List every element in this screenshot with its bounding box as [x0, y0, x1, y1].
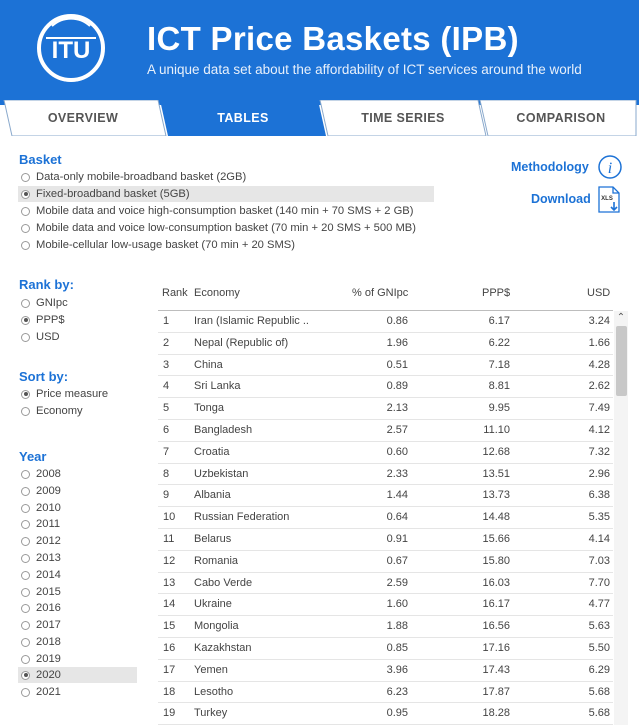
cell-usd: 2.96 [588, 467, 610, 480]
app-header [0, 0, 639, 105]
cell-usd: 2.62 [588, 380, 610, 393]
tab-comparison[interactable]: COMPARISON [516, 111, 606, 125]
cell-ppp: 13.73 [482, 489, 510, 502]
cell-gni: 0.86 [386, 315, 408, 327]
radio-icon [21, 604, 30, 613]
table-row[interactable] [158, 398, 613, 420]
cell-rank: 7 [163, 445, 170, 458]
cell-rank: 6 [163, 423, 170, 436]
cell-economy: Yemen [194, 663, 228, 676]
year-option[interactable]: 2014 [18, 567, 137, 583]
basket-option[interactable]: Data-only mobile-broadband basket (2GB) [18, 169, 434, 185]
cell-usd: 7.70 [588, 576, 610, 589]
cell-usd: 5.68 [588, 707, 610, 720]
cell-rank: 3 [163, 358, 170, 371]
cell-rank: 19 [163, 707, 176, 720]
cell-usd: 7.32 [588, 445, 610, 458]
cell-gni: 2.59 [386, 576, 408, 589]
cell-rank: 5 [163, 402, 170, 415]
cell-ppp: 14.48 [482, 511, 510, 524]
sort-option[interactable]: Economy [18, 403, 138, 419]
cell-usd: 5.35 [588, 511, 610, 524]
cell-ppp: 6.17 [488, 315, 510, 327]
page-subtitle: A unique data set about the affordability of ICT services around the world [147, 62, 582, 77]
cell-gni: 0.64 [386, 511, 408, 524]
rank-option[interactable]: GNIpc [18, 295, 138, 311]
radio-icon [21, 554, 30, 563]
cell-gni: 1.88 [386, 620, 408, 633]
radio-icon [21, 407, 30, 416]
page-title: ICT Price Baskets (IPB) [147, 20, 519, 57]
cell-usd: 6.29 [588, 663, 610, 676]
radio-icon [21, 655, 30, 664]
year-option[interactable]: 2012 [18, 533, 137, 549]
table-row[interactable] [158, 355, 613, 377]
cell-ppp: 16.17 [482, 598, 510, 611]
cell-ppp: 15.80 [482, 554, 510, 567]
radio-icon [21, 520, 30, 529]
cell-economy: Lesotho [194, 685, 234, 698]
tab-time-series[interactable]: TIME SERIES [361, 111, 445, 125]
cell-economy: Nepal (Republic of) [194, 336, 289, 349]
cell-economy: Tonga [194, 402, 224, 415]
radio-icon [21, 470, 30, 479]
cell-gni: 0.85 [386, 641, 408, 654]
rank-option[interactable]: USD [18, 329, 138, 345]
cell-gni: 0.95 [386, 707, 408, 720]
cell-usd: 5.50 [588, 641, 610, 654]
year-option[interactable]: 2018 [18, 634, 137, 650]
year-option[interactable]: 2020 [18, 667, 137, 683]
table-row[interactable] [158, 703, 613, 725]
itu-logo [32, 8, 110, 88]
radio-icon [21, 537, 30, 546]
cell-rank: 15 [163, 620, 176, 633]
year-option[interactable]: 2016 [18, 600, 137, 616]
table-row[interactable] [158, 594, 613, 616]
cell-usd: 4.28 [588, 358, 610, 371]
table-row[interactable] [158, 507, 613, 529]
cell-gni: 0.67 [386, 554, 408, 567]
cell-rank: 16 [163, 641, 176, 654]
table-row[interactable] [158, 682, 613, 704]
cell-rank: 13 [163, 576, 176, 589]
cell-economy: China [194, 358, 223, 371]
cell-economy: Russian Federation [194, 511, 290, 524]
sort-by-title: Sort by: [19, 369, 69, 384]
table-row[interactable] [158, 333, 613, 355]
cell-ppp: 18.28 [482, 707, 510, 720]
table-row[interactable] [158, 485, 613, 507]
table-row[interactable] [158, 420, 613, 442]
cell-usd: 5.63 [588, 620, 610, 633]
year-option[interactable]: 2008 [18, 466, 137, 482]
cell-gni: 0.51 [386, 358, 408, 371]
table-row[interactable] [158, 616, 613, 638]
radio-checked-icon [21, 671, 30, 680]
cell-usd: 4.14 [588, 532, 610, 545]
rank-by-title: Rank by: [19, 277, 74, 292]
basket-option[interactable]: Mobile-cellular low-usage basket (70 min + 20 SMS) [18, 237, 434, 253]
cell-ppp: 16.56 [482, 620, 510, 633]
cell-ppp: 17.16 [482, 641, 510, 654]
table-row[interactable] [158, 529, 613, 551]
radio-icon [21, 299, 30, 308]
col-header-ppp[interactable]: PPP$ [482, 287, 511, 299]
scrollbar-thumb[interactable] [616, 326, 627, 396]
xls-download-icon[interactable] [596, 185, 622, 215]
cell-economy: Turkey [194, 707, 228, 720]
cell-usd: 4.12 [588, 423, 610, 436]
cell-gni: 2.13 [386, 402, 408, 415]
svg-text:XLS: XLS [601, 196, 613, 202]
year-option[interactable]: 2019 [18, 651, 137, 667]
radio-checked-icon [21, 316, 30, 325]
cell-ppp: 8.81 [488, 380, 510, 393]
table-body [158, 311, 613, 725]
cell-gni: 0.91 [386, 532, 408, 545]
year-option[interactable]: 2013 [18, 550, 137, 566]
cell-economy: Romania [194, 554, 239, 567]
cell-rank: 14 [163, 598, 176, 611]
cell-ppp: 15.66 [482, 532, 510, 545]
cell-economy: Bangladesh [194, 423, 253, 436]
cell-rank: 18 [163, 685, 176, 698]
cell-economy: Albania [194, 489, 231, 502]
cell-economy: Mongolia [194, 620, 239, 633]
tab-overview[interactable]: OVERVIEW [47, 111, 119, 125]
cell-gni: 3.96 [386, 663, 408, 676]
cell-ppp: 7.18 [488, 358, 510, 371]
table-row[interactable] [158, 573, 613, 595]
cell-rank: 12 [163, 554, 176, 567]
radio-icon [21, 487, 30, 496]
svg-text:ITU: ITU [51, 37, 91, 64]
radio-icon [21, 224, 30, 233]
radio-checked-icon [21, 190, 30, 199]
cell-usd: 7.03 [588, 554, 610, 567]
table-row[interactable] [158, 660, 613, 682]
scroll-up-icon[interactable]: ⌃ [616, 312, 626, 323]
info-icon[interactable] [597, 154, 623, 180]
year-option[interactable]: 2010 [18, 500, 137, 516]
rank-option[interactable]: PPP$ [18, 312, 138, 328]
svg-text:i: i [607, 160, 613, 177]
year-title: Year [19, 449, 47, 464]
radio-icon [21, 621, 30, 630]
basket-title: Basket [19, 152, 62, 167]
col-header-rank[interactable]: Rank [162, 287, 188, 299]
cell-ppp: 17.43 [482, 663, 510, 676]
cell-usd: 7.49 [588, 402, 610, 415]
cell-economy: Croatia [194, 445, 230, 458]
cell-economy: Ukraine [194, 598, 232, 611]
radio-icon [21, 504, 30, 513]
radio-icon [21, 173, 30, 182]
cell-economy: Sri Lanka [194, 380, 241, 393]
cell-ppp: 12.68 [482, 445, 510, 458]
cell-gni: 2.57 [386, 423, 408, 436]
cell-gni: 6.23 [386, 685, 408, 698]
radio-icon [21, 588, 30, 597]
radio-icon [21, 688, 30, 697]
radio-icon [21, 571, 30, 580]
cell-rank: 8 [163, 467, 170, 480]
cell-usd: 5.68 [588, 685, 610, 698]
radio-checked-icon [21, 390, 30, 399]
col-header-economy[interactable]: Economy [194, 287, 240, 299]
cell-rank: 17 [163, 663, 176, 676]
table-row[interactable] [158, 464, 613, 486]
cell-gni: 1.60 [386, 598, 408, 611]
table-row[interactable] [158, 311, 613, 333]
cell-rank: 10 [163, 511, 176, 524]
year-option[interactable]: 2011 [18, 516, 137, 532]
cell-rank: 9 [163, 489, 170, 502]
basket-option[interactable]: Mobile data and voice high-consumption basket (140 min + 70 SMS + 2 GB) [18, 203, 434, 219]
cell-ppp: 13.51 [482, 467, 510, 480]
methodology-link[interactable]: Methodology [511, 160, 589, 174]
cell-gni: 1.44 [386, 489, 408, 502]
table-row[interactable] [158, 376, 613, 398]
cell-economy: Uzbekistan [194, 467, 249, 480]
radio-icon [21, 333, 30, 342]
col-header-usd[interactable]: USD [587, 287, 611, 299]
year-option[interactable]: 2021 [18, 684, 137, 700]
table-row[interactable] [158, 442, 613, 464]
radio-icon [21, 638, 30, 647]
download-link[interactable]: Download [531, 192, 591, 206]
cell-gni: 2.33 [386, 467, 408, 480]
cell-ppp: 11.10 [483, 423, 510, 436]
tab-tables[interactable]: TABLES [217, 111, 269, 125]
cell-economy: Kazakhstan [194, 641, 252, 654]
basket-option[interactable]: Mobile data and voice low-consumption basket (70 min + 20 SMS + 500 MB) [18, 220, 434, 236]
cell-gni: 0.60 [386, 445, 408, 458]
table-row[interactable] [158, 551, 613, 573]
cell-rank: 1 [163, 315, 170, 327]
cell-usd: 4.77 [588, 598, 610, 611]
cell-economy: Belarus [194, 532, 232, 545]
cell-usd: 6.38 [588, 489, 610, 502]
col-header-gni[interactable]: % of GNIpc [352, 287, 409, 299]
cell-gni: 0.89 [386, 380, 408, 393]
year-option[interactable]: 2017 [18, 617, 137, 633]
cell-rank: 4 [163, 380, 170, 393]
sort-option[interactable]: Price measure [18, 386, 138, 402]
cell-ppp: 9.95 [488, 402, 510, 415]
cell-rank: 2 [163, 336, 170, 349]
cell-ppp: 6.22 [488, 336, 510, 349]
cell-usd: 3.24 [588, 315, 610, 327]
cell-ppp: 16.03 [482, 576, 510, 589]
radio-icon [21, 207, 30, 216]
cell-rank: 11 [163, 532, 175, 545]
year-option[interactable]: 2015 [18, 584, 137, 600]
cell-economy: Cabo Verde [194, 576, 253, 589]
cell-ppp: 17.87 [482, 685, 510, 698]
cell-economy: Iran (Islamic Republic .. [194, 315, 309, 327]
radio-icon [21, 241, 30, 250]
year-option[interactable]: 2009 [18, 483, 137, 499]
cell-gni: 1.96 [386, 336, 408, 349]
cell-usd: 1.66 [588, 336, 610, 349]
table-row[interactable] [158, 638, 613, 660]
basket-option[interactable]: Fixed-broadband basket (5GB) [18, 186, 434, 202]
tab-bar [0, 100, 639, 136]
